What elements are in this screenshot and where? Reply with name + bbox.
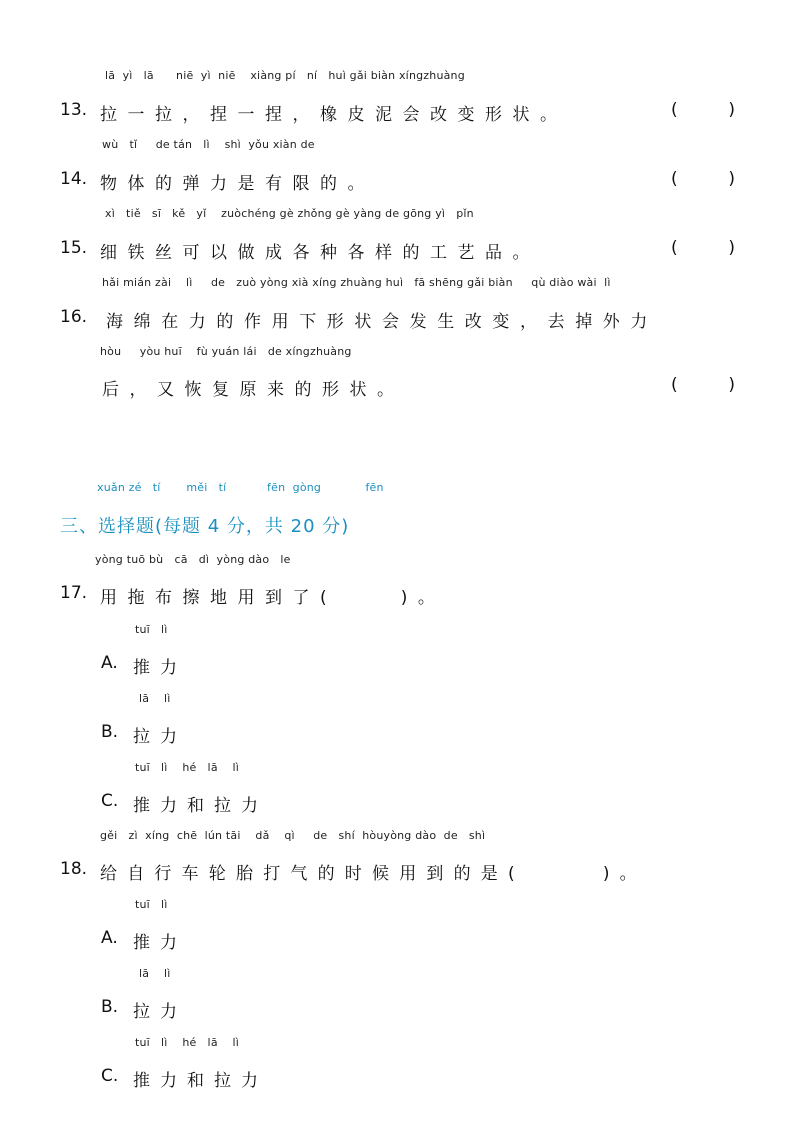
option-pinyin: tuī lì hé lā lì: [135, 761, 240, 774]
question-text: 拉一拉，捏一捏，橡皮泥会改变形状。: [100, 105, 568, 125]
pinyin-line: lā yì lā niē yì niē xiàng pí ní huì gǎi biàn xíngzhuàng: [105, 69, 465, 82]
option-text[interactable]: 推力: [133, 658, 187, 678]
pinyin-line: yòng tuō bù cā dì yòng dào le: [95, 553, 291, 566]
question-text: 用拖布擦地用到了( )。: [100, 588, 446, 608]
question-number: 13.: [60, 100, 88, 120]
section-pinyin: xuǎn zé tí měi tí fēn gòng fēn: [97, 481, 384, 494]
option-pinyin: tuī lì: [135, 898, 168, 911]
option-letter[interactable]: A.: [101, 653, 118, 673]
pinyin-line: hòu yòu huī fù yuán lái de xíngzhuàng: [100, 345, 352, 358]
question-number: 17.: [60, 583, 88, 603]
paren-close: ): [728, 100, 735, 120]
paren-open: (: [671, 100, 678, 120]
question-text: 物体的弹力是有限的。: [100, 174, 375, 194]
answer-parentheses[interactable]: [671, 169, 735, 189]
pinyin-line: hǎi mián zài lì de zuò yòng xià xíng zhuàng huì fā shēng gǎi biàn qù diào wài lì: [102, 276, 611, 289]
question-number: 16.: [60, 307, 88, 327]
section-title: 三、选择题(每题 4 分，共 20 分): [60, 516, 350, 537]
option-letter[interactable]: A.: [101, 928, 118, 948]
option-letter[interactable]: C.: [101, 1066, 119, 1086]
option-text[interactable]: 推力和拉力: [133, 796, 268, 816]
question-number: 15.: [60, 238, 88, 258]
question-number: 14.: [60, 169, 88, 189]
answer-parentheses[interactable]: [671, 100, 735, 120]
question-text: 给自行车轮胎打气的时候用到的是( )。: [100, 864, 647, 884]
option-letter[interactable]: B.: [101, 997, 119, 1017]
question-number: 18.: [60, 859, 88, 879]
option-pinyin: tuī lì hé lā lì: [135, 1036, 240, 1049]
option-letter[interactable]: C.: [101, 791, 119, 811]
option-text[interactable]: 推力: [133, 933, 187, 953]
answer-parentheses[interactable]: [671, 375, 735, 395]
answer-parentheses[interactable]: [671, 238, 735, 258]
option-pinyin: lā lì: [139, 692, 171, 705]
pinyin-line: xì tiě sī kě yǐ zuòchéng gè zhǒng gè yàng de gōng yì pǐn: [105, 207, 474, 220]
paren-close: ): [728, 238, 735, 258]
paren-open: (: [671, 169, 678, 189]
paren-open: (: [671, 238, 678, 258]
question-text: 海绵在力的作用下形状会发生改变，去掉外力: [106, 312, 658, 332]
option-letter[interactable]: B.: [101, 722, 119, 742]
paren-open: (: [671, 375, 678, 395]
option-text[interactable]: 拉力: [133, 727, 187, 747]
pinyin-line: wù tǐ de tán lì shì yǒu xiàn de: [102, 138, 315, 151]
pinyin-line: gěi zì xíng chē lún tāi dǎ qì de shí hòuyòng dào de shì: [100, 829, 486, 842]
option-text[interactable]: 推力和拉力: [133, 1071, 268, 1091]
paren-close: ): [728, 169, 735, 189]
paren-close: ): [728, 375, 735, 395]
option-pinyin: tuī lì: [135, 623, 168, 636]
option-text[interactable]: 拉力: [133, 1002, 187, 1022]
option-pinyin: lā lì: [139, 967, 171, 980]
question-text: 细铁丝可以做成各种各样的工艺品。: [100, 243, 540, 263]
question-text-continued: 后，又恢复原来的形状。: [102, 380, 405, 400]
